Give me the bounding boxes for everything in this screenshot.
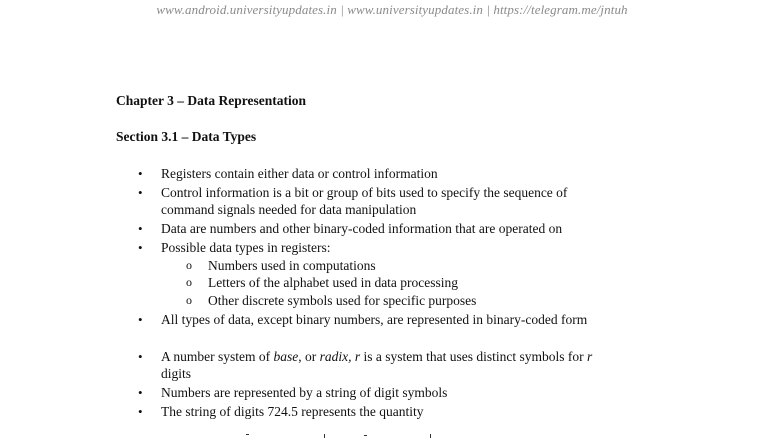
list-item: Numbers are represented by a string of digit symbols	[161, 385, 448, 400]
sub-bullet-marker: o	[186, 293, 192, 307]
term-radix: radix, r	[319, 349, 361, 364]
bullet-marker: •	[138, 166, 143, 181]
list-item	[161, 348, 592, 365]
bullet-marker: •	[138, 385, 143, 400]
list-item: Registers contain either data or control information	[161, 166, 438, 181]
list-item-continuation: digits	[161, 366, 192, 381]
formula-fragment	[324, 434, 327, 438]
sub-list-item: Letters of the alphabet used in data processing	[208, 275, 459, 290]
list-item: Control information is a bit or group of bits used to specify the sequence of	[161, 185, 568, 200]
bullet-marker: •	[138, 240, 143, 255]
list-item-text: A number system of	[161, 349, 274, 364]
bullet-marker: •	[138, 185, 143, 200]
list-item-text: is a system that uses distinct symbols for	[360, 349, 587, 364]
formula-fragment	[430, 434, 433, 438]
bullet-marker: •	[138, 221, 143, 236]
list-item: Possible data types in registers:	[161, 240, 331, 255]
list-item-text: , or	[298, 349, 320, 364]
sub-bullet-marker: o	[186, 275, 192, 289]
formula-fragment	[364, 435, 367, 439]
term-r: r	[587, 349, 593, 364]
bullet-marker: •	[138, 312, 143, 327]
list-item: Data are numbers and other binary-coded information that are operated on	[161, 221, 563, 236]
bullet-marker: •	[138, 404, 143, 419]
section-title: Section 3.1 – Data Types	[116, 129, 257, 144]
sub-list-item: Numbers used in computations	[208, 258, 376, 273]
chapter-title: Chapter 3 – Data Representation	[116, 93, 306, 108]
list-item: The string of digits 724.5 represents the quantity	[161, 404, 424, 419]
term-base: base	[273, 349, 299, 364]
page-header-links: www.android.universityupdates.in | www.universityupdates.in | https://telegram.me/jntuh	[156, 2, 628, 17]
bullet-marker: •	[138, 349, 143, 364]
sub-bullet-marker: o	[186, 258, 192, 272]
sub-list-item: Other discrete symbols used for specific purposes	[208, 293, 477, 308]
list-item: All types of data, except binary numbers, are represented in binary-coded form	[161, 312, 588, 327]
formula-fragment	[246, 434, 249, 439]
list-item-continuation: command signals needed for data manipulation	[161, 202, 417, 217]
